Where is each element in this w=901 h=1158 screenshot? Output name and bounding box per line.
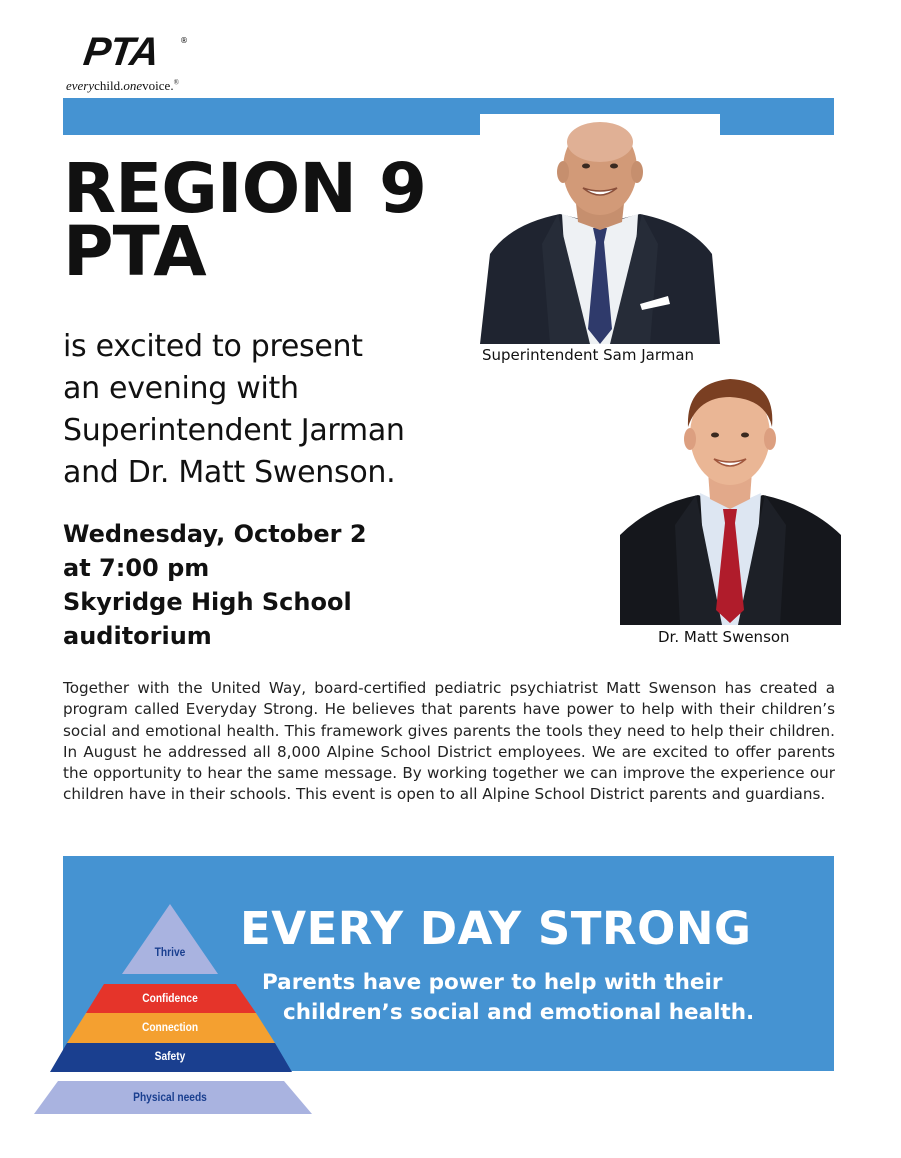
banner-subtitle [262,968,822,1028]
intro-line-2: an evening with [63,371,299,406]
pyramid-label-confidence: Confidence [142,991,198,1005]
event-date: Wednesday, October 2 [63,520,367,548]
pta-logo [66,30,226,100]
event-venue: Skyridge High School [63,588,352,616]
banner-title: EVERY DAY STRONG [240,902,752,955]
pyramid-shapes [30,900,320,1122]
intro-text [63,326,483,494]
banner-subtitle-line-1: Parents have power to help with their [262,970,723,995]
intro-line-4: and Dr. Matt Swenson. [63,455,396,490]
pta-tagline: everychild.onevoice.® [66,78,179,93]
jarman-portrait-illustration [480,114,720,344]
photo-superintendent-jarman [480,114,720,344]
registered-mark: ® [180,36,188,45]
pyramid-label-physical-needs: Physical needs [133,1090,207,1104]
swenson-portrait-illustration [620,365,841,625]
needs-pyramid [30,900,320,1122]
headline-line-1: REGION 9 [63,149,427,229]
caption-jarman: Superintendent Sam Jarman [482,346,695,364]
event-room: auditorium [63,622,212,650]
pyramid-label-safety: Safety [154,1049,186,1063]
caption-swenson: Dr. Matt Swenson [658,628,790,646]
body-paragraph: Together with the United Way, board-certified pediatric psychiatrist Matt Swenson has created a program called Everyday Strong. He believes that parents have power to help with their children’s social and emotional health. This framework gives parents the tools they need to help their children. In August he addressed all 8,000 Alpine School District employees. We are excited to offer parents the opportunity to hear the same message. By working together we can improve the experience our children have in their schools. This event is open to all Alpine School District parents and guardians. [63,679,835,804]
pyramid-label-thrive: Thrive [154,945,186,959]
pyramid-label-connection: Connection [141,1020,199,1034]
headline-line-2: PTA [63,212,206,292]
event-time: at 7:00 pm [63,554,210,582]
headline [63,149,493,292]
intro-line-1: is excited to present [63,329,363,364]
pta-logo-mark: PTA [80,30,162,74]
banner-subtitle-line-2: children’s social and emotional health. [283,1000,755,1025]
photo-dr-swenson [620,365,841,625]
intro-line-3: Superintendent Jarman [63,413,405,448]
pyramid-level-thrive [122,904,218,974]
event-details [63,517,423,653]
